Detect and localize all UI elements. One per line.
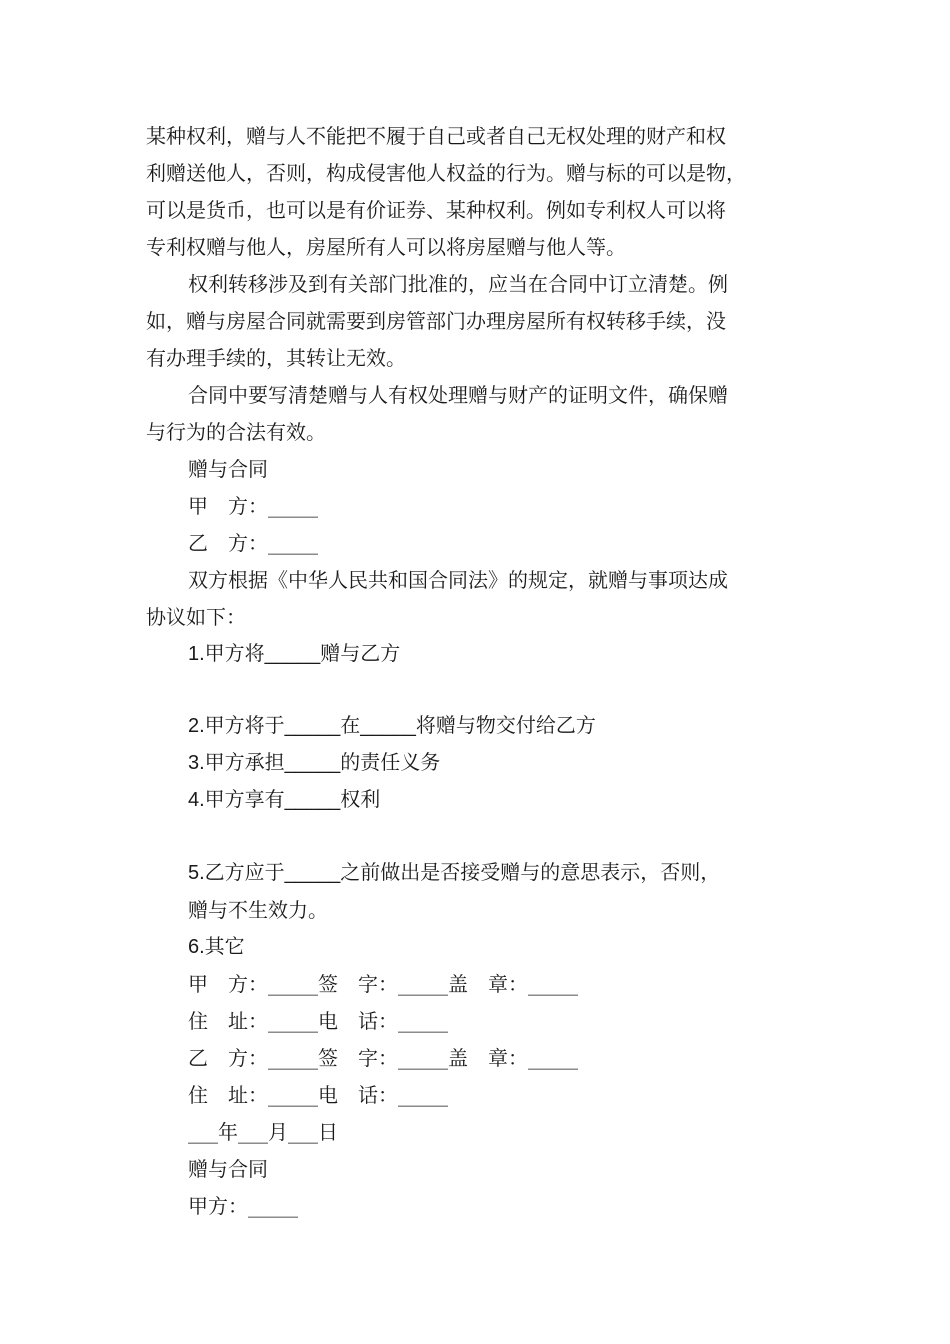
contract-title: 赠与合同 <box>188 457 268 481</box>
paragraph-line: 合同中要写清楚赠与人有权处理赠与财产的证明文件，确保赠 <box>188 383 728 407</box>
paragraph-line: 可以是货币，也可以是有价证券、某种权利。例如专利权人可以将 <box>146 198 726 222</box>
signature-row-party-b: 乙 方：_____签 字：_____盖 章：_____ <box>188 1046 578 1070</box>
clause-6: 6.其它 <box>188 936 245 958</box>
paragraph-line: 专利权赠与他人，房屋所有人可以将房屋赠与他人等。 <box>146 235 626 259</box>
address-row-party-a: 住 址：_____电 话：_____ <box>188 1009 448 1033</box>
party-a-field: 甲方：_____ <box>188 1194 298 1218</box>
contract-intro-line: 协议如下： <box>146 605 246 629</box>
party-a-field: 甲 方：_____ <box>188 494 318 518</box>
paragraph-line: 权利转移涉及到有关部门批准的，应当在合同中订立清楚。例 <box>188 272 728 296</box>
clause-5-continued: 赠与不生效力。 <box>188 898 328 922</box>
contract-title: 赠与合同 <box>188 1157 268 1181</box>
signature-row-party-a: 甲 方：_____签 字：_____盖 章：_____ <box>188 972 578 996</box>
paragraph-line: 如，赠与房屋合同就需要到房管部门办理房屋所有权转移手续，没 <box>146 309 726 333</box>
paragraph-line: 与行为的合法有效。 <box>146 420 326 444</box>
paragraph-line: 有办理手续的，其转让无效。 <box>146 346 406 370</box>
paragraph-line: 某种权利，赠与人不能把不履于自己或者自己无权处理的财产和权 <box>146 124 726 148</box>
clause-5: 5.乙方应于_____之前做出是否接受赠与的意思表示，否则， <box>188 862 721 884</box>
contract-intro-line: 双方根据《中华人民共和国合同法》的规定，就赠与事项达成 <box>188 568 728 592</box>
clause-2: 2.甲方将于_____在_____将赠与物交付给乙方 <box>188 715 596 737</box>
clause-1: 1.甲方将_____赠与乙方 <box>188 643 401 665</box>
clause-3: 3.甲方承担_____的责任义务 <box>188 752 441 774</box>
paragraph-line: 利赠送他人，否则，构成侵害他人权益的行为。赠与标的可以是物， <box>146 161 746 185</box>
clause-4: 4.甲方享有_____权利 <box>188 789 381 811</box>
date-line: ___年___月___日 <box>188 1120 338 1144</box>
party-b-field: 乙 方：_____ <box>188 531 318 555</box>
address-row-party-b: 住 址：_____电 话：_____ <box>188 1083 448 1107</box>
